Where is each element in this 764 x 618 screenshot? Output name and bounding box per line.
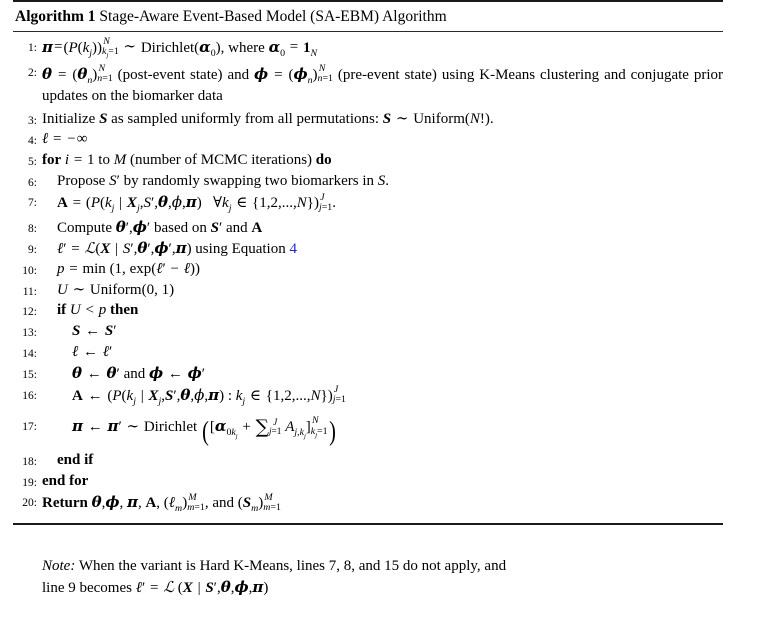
algorithm-line	[13, 324, 723, 340]
line-number: 7:	[28, 197, 37, 210]
line-content: ℓ ← ℓ′	[72, 343, 113, 360]
algorithm-line	[13, 217, 723, 236]
line-content: $\pi=(P(k_j))$ N $k_j=1$ ∼ $Dirichlet(\alpha_0)$, where $\alpha_0 = 1_N$	[42, 35, 318, 59]
line-number: 18:	[22, 456, 37, 469]
algorithm-line	[13, 303, 723, 319]
line-content: for i = 1 to M (number of MCMC iterations) do	[42, 151, 332, 168]
algorithm-title-text: Stage-Aware Event-Based Model (SA-EBM) Algorithm	[99, 8, 447, 25]
algorithm-line	[13, 238, 723, 257]
line-content: π ← π′ ∼ Dirichlet ([$\alpha_{0k_j}$ + ∑ J j=1 $A_{j,k_j}$] N $k_j=1$ )	[72, 415, 336, 447]
line-content: A ← ($P(k_j$ | $X_j,S',\theta,\phi,\pi$) : $k_j$ ∈ {1,2,...,N}) J j=1	[72, 383, 346, 407]
line-content: end for	[42, 472, 89, 489]
line-number: 19:	[22, 476, 37, 489]
line-content: U ∼ Uniform(0, 1)	[57, 281, 175, 298]
line-content: if U < p then	[57, 302, 139, 319]
algorithm-line	[13, 491, 723, 515]
algorithm-line	[13, 64, 723, 107]
line-number: 15:	[22, 368, 37, 381]
line-number: 17:	[22, 421, 37, 434]
line-content: Compute θ′,ϕ′ based on S′ and A	[57, 217, 263, 236]
algorithm-line	[13, 191, 723, 215]
note-body-first-line: When the variant is Hard K-Means, lines 7, 8, and 15 do not apply, and	[78, 558, 507, 574]
algorithm-line	[13, 174, 723, 190]
algorithm-body	[13, 32, 723, 523]
algorithm-line	[13, 35, 723, 59]
line-number: 10:	[22, 265, 37, 278]
line-number: 16:	[22, 389, 37, 402]
algorithm-line	[13, 383, 723, 407]
line-number: 2:	[28, 66, 37, 79]
line-content: Propose S′ by randomly swapping two biomarkers in S.	[57, 172, 390, 189]
line-content: $A = (P(k_j$ | $X_j,S',\theta,\phi,\pi$) $\forall k_j$ ∈ {1,2,...,N}) J j=1 .	[57, 191, 336, 215]
algorithm-line	[13, 363, 723, 382]
line-number: 14:	[22, 347, 37, 360]
line-content: $\theta = (\theta_n)$ N n=1 (post-event state) and $\phi = (\phi_n)$ N n=1 (pre-event state) using K-Means clustering and conjugate prior updates on the biomarker data	[42, 63, 724, 105]
line-number: 20:	[22, 497, 37, 510]
line-number: 12:	[22, 306, 37, 319]
algorithm-title-keyword: Algorithm 1	[15, 8, 96, 25]
note-body-second-line	[42, 577, 697, 599]
algorithm-bottom-rule	[13, 523, 723, 525]
algorithm-float	[13, 0, 723, 525]
note-label: Note:	[42, 558, 76, 574]
line-number: 3:	[28, 114, 37, 127]
algorithm-title	[13, 2, 723, 31]
line-content: Initialize S as sampled uniformly from all permutations: S ∼ Uniform(N!).	[42, 110, 494, 127]
equation-reference-link[interactable]: 4	[289, 240, 297, 257]
line-number: 1:	[28, 41, 37, 54]
line-number: 8:	[28, 222, 37, 235]
line-number: 13:	[22, 327, 37, 340]
algorithm-line	[13, 132, 723, 148]
algorithm-line	[13, 262, 723, 278]
line-number: 11:	[22, 285, 37, 298]
line-content: θ ← θ′ and ϕ ← ϕ′	[72, 363, 206, 382]
algorithm-line	[13, 112, 723, 128]
line-number: 9:	[28, 243, 37, 256]
line-content: ℓ′ = ℒ(X | S′,θ′,ϕ′,π) using Equation 4	[57, 238, 297, 257]
algorithm-line	[13, 283, 723, 299]
line-content: end if	[57, 452, 94, 469]
line-number: 6:	[28, 176, 37, 189]
note-body-prefix: line 9 becomes	[42, 580, 132, 597]
note-body-math: ℓ′ = ℒ (X | S′,θ,ϕ,π)	[135, 578, 269, 597]
algorithm-line	[13, 474, 723, 490]
line-number: 5:	[28, 155, 37, 168]
line-content: ℓ = −∞	[42, 131, 88, 148]
algorithm-line	[13, 345, 723, 361]
line-content: p = min (1, exp(ℓ′ − ℓ))	[57, 261, 200, 278]
algorithm-line	[13, 412, 723, 445]
algorithm-line	[13, 453, 723, 469]
algorithm-note	[42, 556, 697, 600]
line-number: 4:	[28, 135, 37, 148]
line-content: Return θ,ϕ, π, A, (ℓ$_m$) M m=1 , and $(S_m)$ M m=1	[42, 491, 281, 515]
line-content: S ← S′	[72, 323, 117, 340]
algorithm-line	[13, 153, 723, 169]
